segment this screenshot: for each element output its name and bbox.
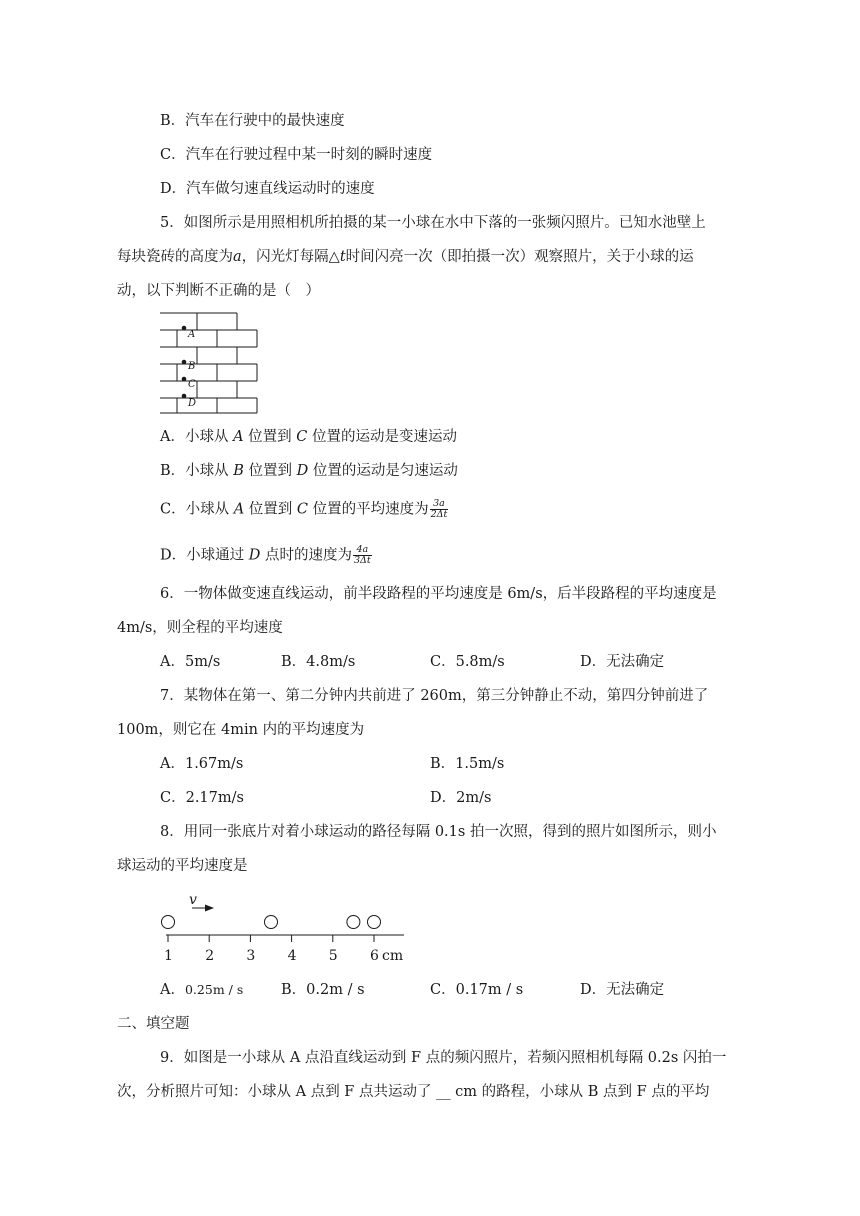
answer-blank: __ xyxy=(436,1084,451,1100)
label-d: D xyxy=(188,398,197,409)
ball-image-4 xyxy=(368,916,381,929)
q5-option-b: B．小球从 B 位置到 D 位置的运动是匀速运动 xyxy=(160,463,458,479)
q8-stem-line2: 球运动的平均速度是 xyxy=(117,858,248,874)
ball-position-b xyxy=(182,360,187,365)
ruler-tick-label-3: 3 xyxy=(246,948,256,964)
label-c: C xyxy=(188,379,196,390)
q6-option-c: C．5.8m/s xyxy=(430,654,505,670)
q9-stem-line2: 次，分析照片可知：小球从 A 点到 F 点共运动了 __ cm 的路程，小球从 B 点到 F 点的平均 xyxy=(117,1084,710,1100)
ruler-tick-label-2: 2 xyxy=(205,948,215,964)
q7-option-c: C．2.17m/s xyxy=(160,790,244,806)
q6-option-a: A．5m/s xyxy=(160,654,221,670)
q7-option-b: B．1.5m/s xyxy=(430,756,505,772)
q9-stem-line1: 9．如图是一小球从 A 点沿直线运动到 F 点的频闪照片，若频闪照相机每隔 0.2s 闪拍一 xyxy=(160,1050,727,1066)
q8-stem-line1: 8．用同一张底片对着小球运动的路径每隔 0.1s 拍一次照，得到的照片如图所示，则小 xyxy=(160,824,717,840)
ruler-unit: cm xyxy=(382,948,404,964)
ball-position-d xyxy=(182,394,187,399)
q7-stem-line2: 100m，则它在 4min 内的平均速度为 xyxy=(117,722,365,738)
var-t: t xyxy=(339,249,346,265)
ball-position-a xyxy=(182,326,187,331)
q6-stem-line2: 4m/s，则全程的平均速度 xyxy=(117,620,283,636)
q6-option-b: B．4.8m/s xyxy=(281,654,356,670)
ruler-tick-label-4: 4 xyxy=(287,948,297,964)
q7-option-a: A．1.67m/s xyxy=(160,756,244,772)
ruler-tick-label-6: 6 xyxy=(370,948,379,964)
q4-option-d: D．汽车做匀速直线运动时的速度 xyxy=(160,181,375,197)
q8-option-b: B．0.2m / s xyxy=(281,982,365,998)
label-a: A xyxy=(188,329,196,340)
section-heading-fill-in: 二、填空题 xyxy=(117,1016,190,1032)
ball-image-2 xyxy=(265,916,278,929)
q5-option-d: D．小球通过 D 点时的速度为 $\frac{4a}{3\Delta t}$ xyxy=(160,544,371,566)
q6-option-d: D．无法确定 xyxy=(580,654,665,670)
q4-option-c: C．汽车在行驶过程中某一时刻的瞬时速度 xyxy=(160,147,433,163)
q5-option-a: A．小球从 A 位置到 C 位置的运动是变速运动 xyxy=(160,429,458,445)
ball-motion-figure xyxy=(150,884,410,968)
q7-option-d: D．2m/s xyxy=(430,790,492,806)
var-a: a xyxy=(233,249,242,265)
tile-wall-figure xyxy=(155,308,265,418)
ruler-tick-label-5: 5 xyxy=(328,948,338,964)
q8-option-d: D．无法确定 xyxy=(580,982,665,998)
velocity-label: v xyxy=(189,892,197,908)
q5-stem-line1: 5．如图所示是用照相机所拍摄的某一小球在水中下落的一张频闪照片。已知水池壁上 xyxy=(160,215,706,231)
velocity-arrow-head xyxy=(205,905,214,912)
q8-option-c: C．0.17m / s xyxy=(430,982,524,998)
ball-image-3 xyxy=(347,916,360,929)
q4-option-b: B．汽车在行驶中的最快速度 xyxy=(160,113,345,129)
ruler-tick-label-1: 1 xyxy=(164,948,173,964)
q6-stem-line1: 6．一物体做变速直线运动，前半段路程的平均速度是 6m/s，后半段路程的平均速度是 xyxy=(160,586,717,602)
ball-image-1 xyxy=(162,916,175,929)
q7-stem-line1: 7．某物体在第一、第二分钟内共前进了 260m，第三分钟静止不动，第四分钟前进了 xyxy=(160,688,709,704)
q5-option-c: C．小球从 A 位置到 C 位置的平均速度为 $\frac{3a}{2\Delta t}$ xyxy=(160,498,448,520)
fraction-4a-over-3dt: $\frac{4a}{3\Delta t}$ xyxy=(353,544,371,566)
q5-stem-line3: 动，以下判断不正确的是（ ） xyxy=(117,283,320,299)
label-b: B xyxy=(188,361,196,372)
q8-option-a: A．0.25m / s xyxy=(160,982,244,998)
ball-position-c xyxy=(182,377,187,382)
q5-stem-line2: 每块瓷砖的高度为a，闪光灯每隔△t时间闪亮一次（即拍摄一次）观察照片，关于小球的运 xyxy=(117,249,694,265)
fraction-3a-over-2dt: $\frac{3a}{2\Delta t}$ xyxy=(430,498,448,520)
